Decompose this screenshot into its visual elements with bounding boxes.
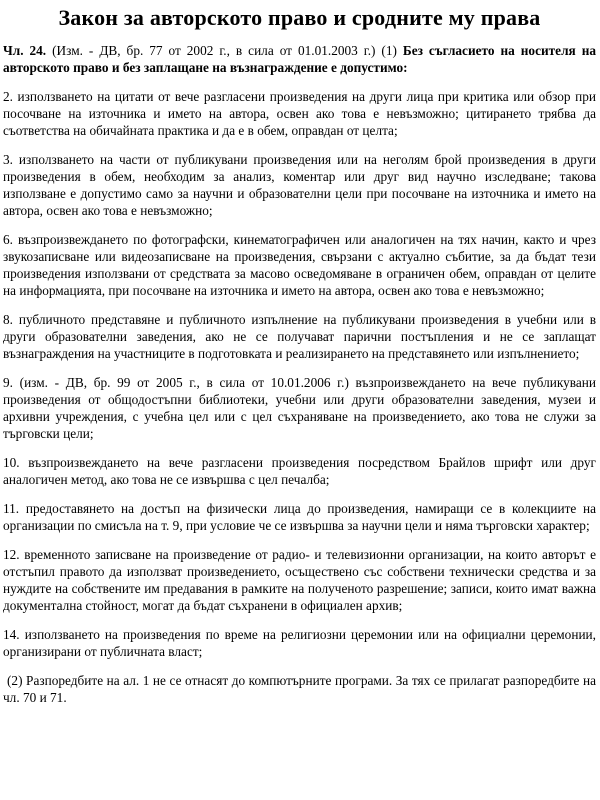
list-item-10: 10. възпроизвеждането на вече разгласени произведения посредством Брайлов шрифт или друг аналогичен метод, ако това не се извършва с цел печалба; — [3, 455, 596, 487]
list-item-3: 3. използването на части от публикувани произведения или на неголям брой произведения в други произведения в обем, необходим за анализ, коментар или друг вид научно изследване; такова използване е допустимо само за научни и образователни цели при посочване на източника и името на автора, освен ако това е невъзможно; — [3, 152, 596, 218]
list-item-14: 14. използването на произведения по време на религиозни церемонии или на официални церемонии, организирани от публичната власт; — [3, 627, 596, 659]
page-title: Закон за авторското право и сродните му права — [58, 5, 541, 30]
article-lead-text: Без съгласието на носителя на авторското право и без заплащане на възнаграждение е допустимо: — [3, 43, 597, 75]
list-item-6: 6. възпроизвеждането по фотографски, кинематографичен или аналогичен на тях начин, както и чрез звукозаписване или видеозаписване на произведения, свързани с актуално събитие, за да бъдат тези произведения използвани от средствата за масово осведомяване в ограничен обем, оправдан от целите на информацията, при посочване на източника и името на автора, освен ако това е невъзможно; — [3, 232, 596, 298]
list-item-11: 11. предоставянето на достъп на физически лица до произведения, намиращи се в колекциите на организации по смисъла на т. 9, при условие че се извършва за научни цели и няма търговски характер; — [3, 501, 596, 533]
list-item-2: 2. използването на цитати от вече разгласени произведения на други лица при критика или обзор при посочване на източника и името на автора, освен ако това е невъзможно; цитирането трябва да съответства на обичайната практика и да е в обем, оправдан от целта; — [3, 89, 596, 138]
article-amendment-note: (Изм. - ДВ, бр. 77 от 2002 г., в сила от 01.01.2003 г.) (1) — [52, 43, 397, 58]
article-number-label: Чл. 24. — [3, 43, 47, 58]
list-item-9: 9. (изм. - ДВ, бр. 99 от 2005 г., в сила от 10.01.2006 г.) възпроизвеждането на вече публикувани произведения от общодостъпни библиотеки, учебни или други образователни заведения, музеи и архивни учреждения, с учебна цел или с цел съхраняване на произведението, ако това не служи за търговски цели; — [3, 375, 596, 441]
closing-paragraph: (2) Разпоредбите на ал. 1 не се отнасят до компютърните програми. За тях се прилагат разпоредбите на чл. 70 и 71. — [3, 673, 596, 705]
list-item-8: 8. публичното представяне и публичното изпълнение на публикувани произведения в учебни или в други образователни заведения, ако не се получават парични постъпления и не се заплащат възнаграждения на участниците в подготовката и реализирането на представянето или изпълнението; — [3, 312, 596, 361]
list-item-12: 12. временното записване на произведение от радио- и телевизионни организации, на които авторът е отстъпил правото да използват произведението, осъществено със собствени технически средства и за нуждите на собствените им предавания в рамките на полученото разрешение; записи, които имат важна документална стойност, могат да бъдат съхранени в официален архив; — [3, 547, 596, 613]
article-heading-paragraph — [3, 42, 596, 76]
